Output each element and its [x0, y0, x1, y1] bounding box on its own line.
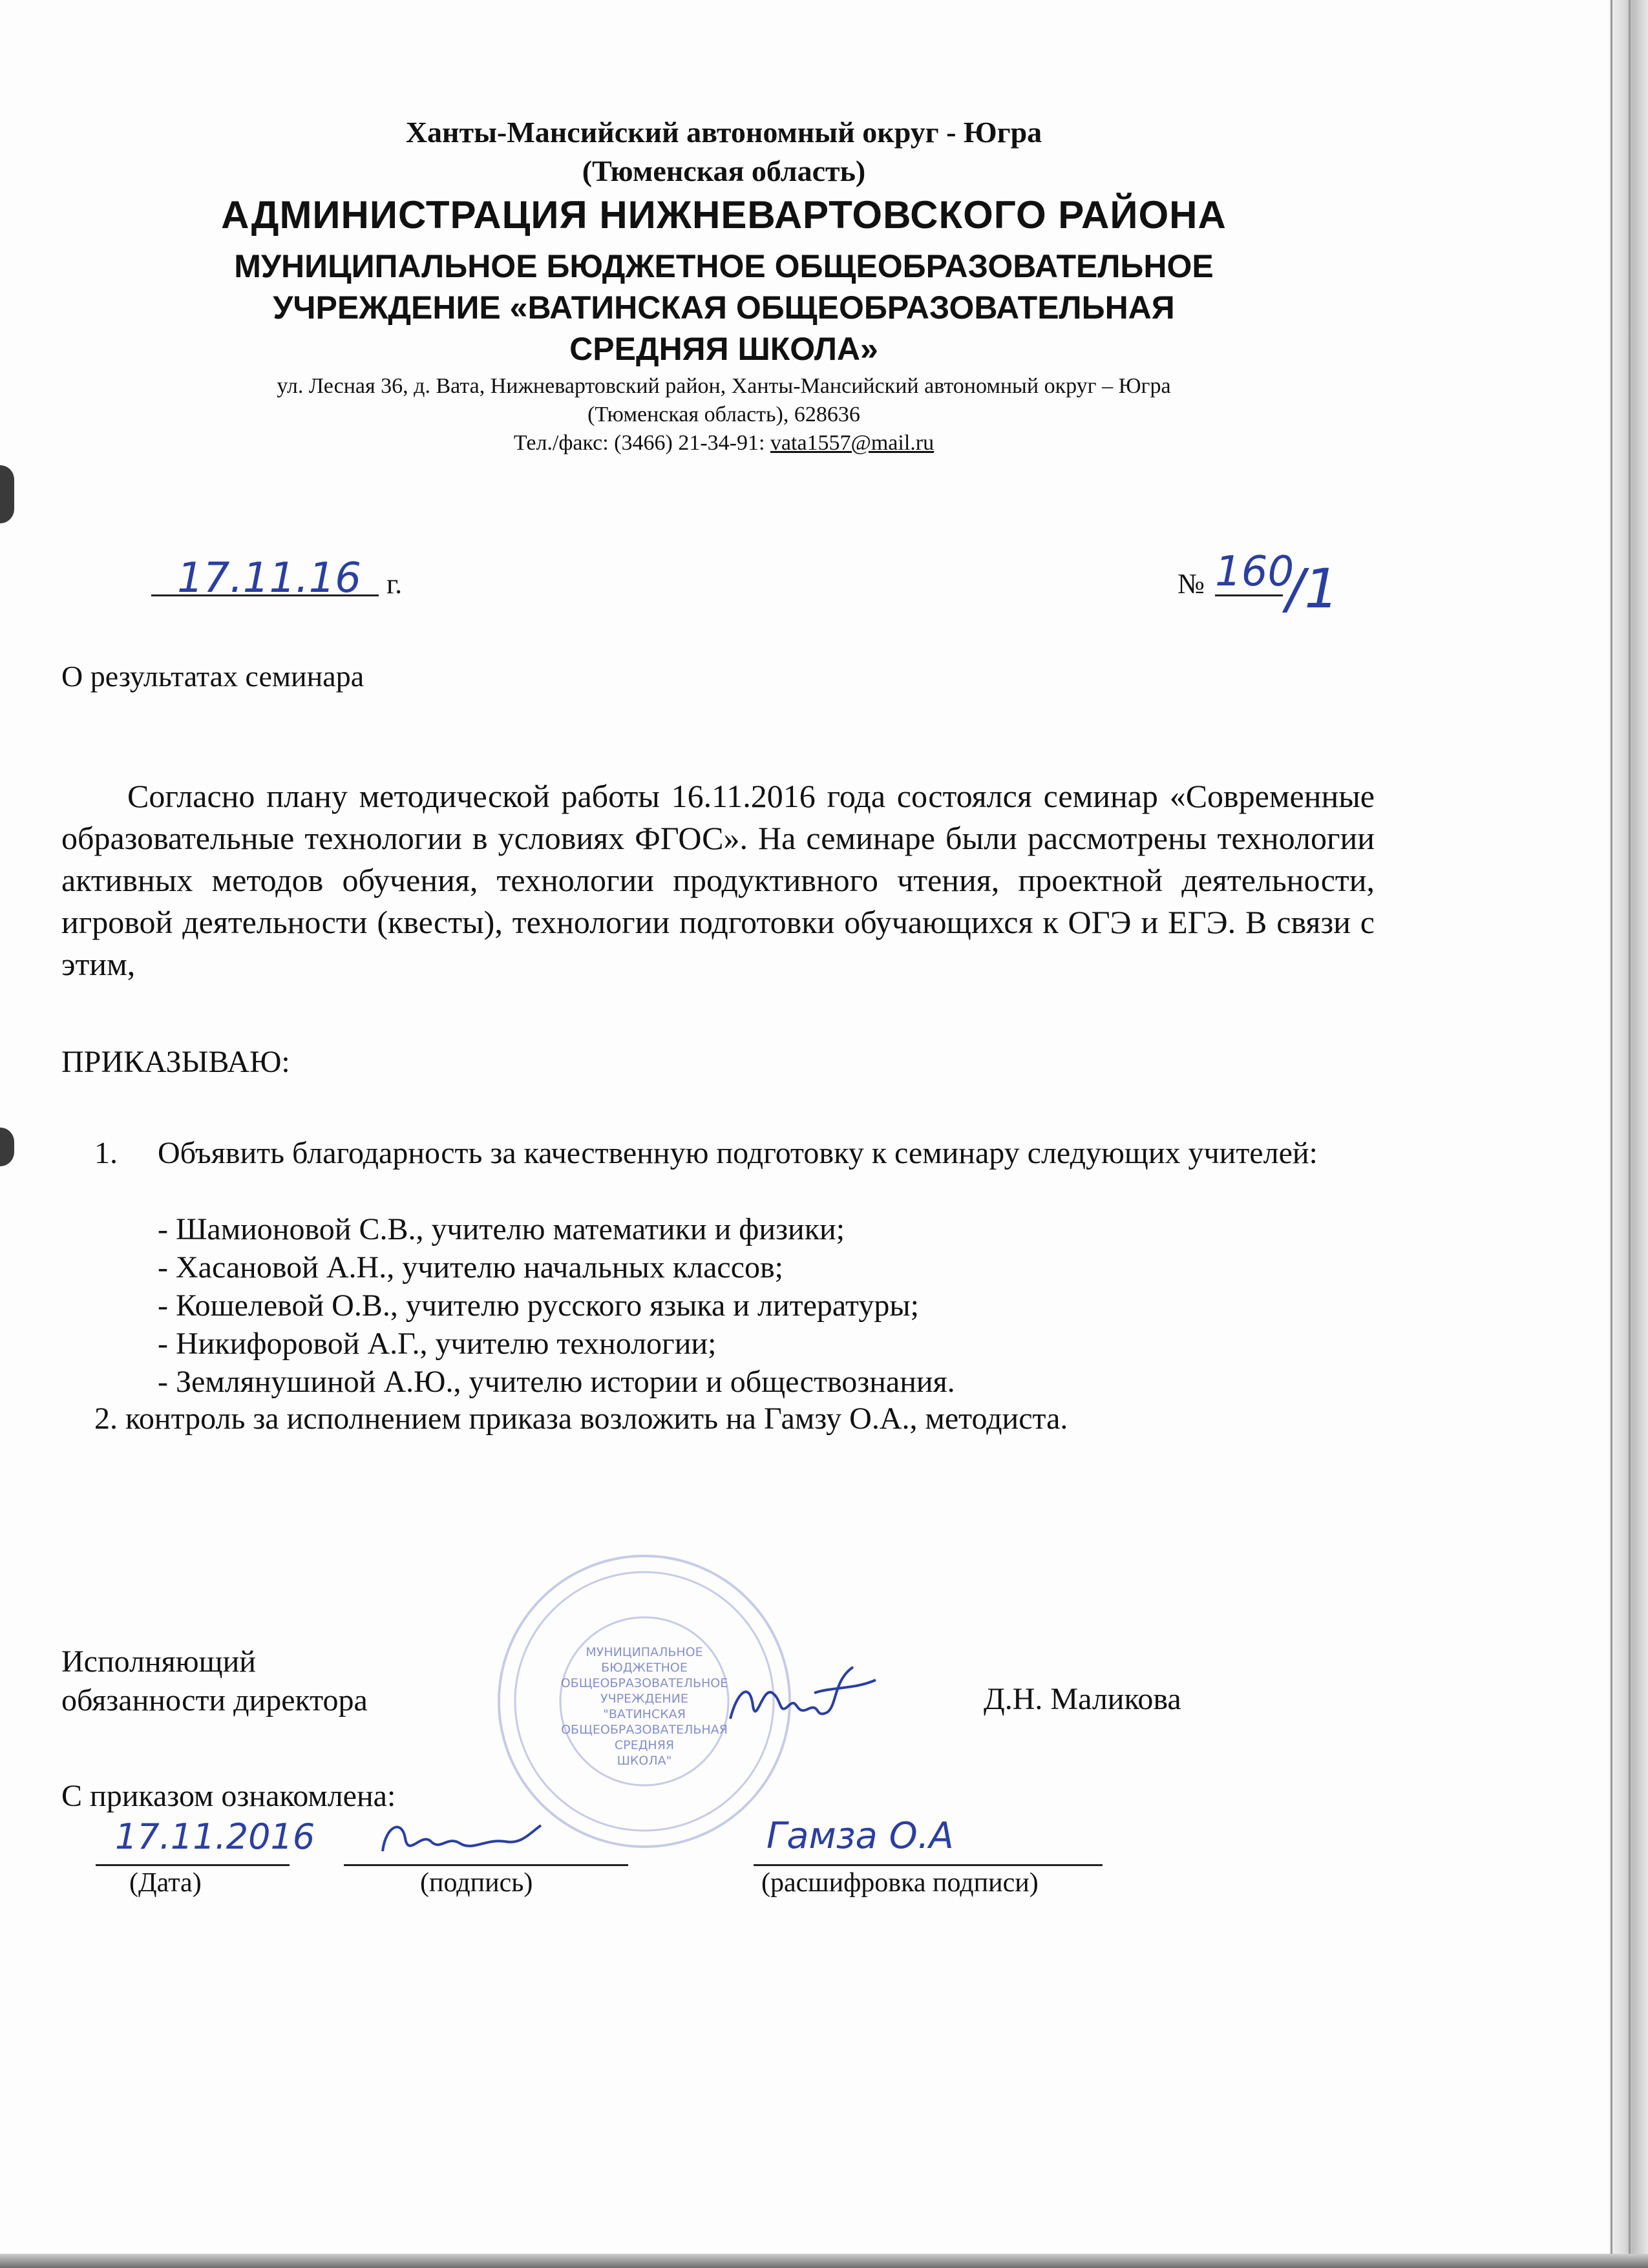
punch-hole — [0, 1128, 14, 1166]
stamp-text-line: ШКОЛА" — [617, 1754, 672, 1768]
phone-label: Тел./факс: (3466) 21-34-91: — [513, 431, 770, 455]
order-body-paragraph: Согласно плану методической работы 16.11.2016 года состоялся семинар «Современные образовательные технологии в условиях ФГОС». На семинаре были рассмотрены технологии активных методов обучения, технологии продуктивного чтения, проектной деятельности, игровой деятельности (квесты), технологии подготовки обучающихся к ОГЭ и ЕГЭ. В связи с этим, — [61, 778, 1375, 982]
teacher-list-item: - Землянушиной А.Ю., учителю истории и обществознания. — [158, 1365, 955, 1399]
number-prefix: № — [1178, 568, 1205, 600]
handwritten-date: 17.11.16 — [177, 554, 361, 602]
handwritten-number: 160 — [1215, 548, 1294, 596]
oblast-heading: (Тюменская область) — [582, 154, 866, 187]
institution-line: УЧРЕЖДЕНИЕ «ВАТИНСКАЯ ОБЩЕОБРАЗОВАТЕЛЬНАЯ — [273, 289, 1175, 326]
contact-line — [0, 429, 1448, 457]
handwritten-ack-date: 17.11.2016 — [115, 1816, 315, 1857]
ack-signature-field — [344, 1819, 628, 1866]
page-edge-line — [1611, 0, 1612, 2268]
acknowledgement-label: С приказом ознакомлена: — [61, 1779, 396, 1813]
stamp-text-line: ОБЩЕОБРАЗОВАТЕЛЬНАЯ — [561, 1723, 728, 1737]
caption-signature: (подпись) — [420, 1868, 533, 1898]
role-line: обязанности директора — [61, 1683, 368, 1717]
stamp-text-line: СРЕДНЯЯ — [614, 1738, 675, 1752]
address-block — [0, 372, 1448, 457]
ack-date-field — [96, 1816, 315, 1866]
institution-heading — [0, 246, 1448, 370]
administration-heading: АДМИНИСТРАЦИЯ НИЖНЕВАРТОВСКОГО РАЙОНА — [221, 193, 1227, 236]
institution-line: СРЕДНЯЯ ШКОЛА» — [569, 331, 878, 367]
punch-hole — [0, 465, 14, 523]
number-field — [1215, 548, 1294, 596]
page-edge-line — [1629, 0, 1631, 2268]
director-signature — [724, 1654, 879, 1732]
caption-decoding: (расшифровка подписи) — [761, 1868, 1039, 1898]
date-suffix: г. — [386, 568, 403, 600]
stamp-text-line: УЧРЕЖДЕНИЕ — [600, 1692, 688, 1706]
ack-decoding-field — [754, 1815, 1103, 1866]
order-subject: О результатах семинара — [61, 660, 364, 693]
address-line: (Тюменская область), 628636 — [587, 403, 860, 426]
handwritten-number-suffix: /1 — [1286, 557, 1339, 620]
order-item-2: 2. контроль за исполнением приказа возложить на Гамзу О.А., методиста. — [94, 1402, 1068, 1436]
role-line: Исполняющий — [61, 1644, 256, 1679]
ack-signature — [376, 1812, 544, 1864]
email-link[interactable]: vata1557@mail.ru — [770, 431, 935, 455]
bottom-edge-shadow — [0, 2254, 1648, 2268]
teacher-list-item: - Кошелевой О.В., учителю русского языка и литературы; — [158, 1288, 919, 1323]
stamp-text-line: БЮДЖЕТНОЕ — [601, 1661, 688, 1675]
handwritten-ack-name: Гамза О.А — [766, 1815, 954, 1857]
order-directive-word: ПРИКАЗЫВАЮ: — [61, 1045, 290, 1079]
teacher-list-item: - Шамионовой С.В., учителю математики и физики; — [158, 1212, 845, 1246]
caption-date: (Дата) — [129, 1868, 202, 1898]
teacher-list — [158, 1210, 955, 1401]
item-number: 1. — [94, 1136, 118, 1170]
address-line: ул. Лесная 36, д. Вата, Нижневартовский район, Ханты-Мансийский автономный округ – Югра — [277, 374, 1171, 398]
stamp-text-line: ОБЩЕОБРАЗОВАТЕЛЬНОЕ — [560, 1676, 728, 1690]
item-text: Объявить благодарность за качественную подготовку к семинару следующих учителей: — [158, 1136, 1318, 1170]
teacher-list-item: - Никифоровой А.Г., учителю технологии; — [158, 1327, 717, 1361]
signatory-role — [61, 1643, 368, 1720]
stamp-text-line: МУНИЦИПАЛЬНОЕ — [586, 1645, 703, 1659]
date-field — [151, 554, 379, 602]
institution-line: МУНИЦИПАЛЬНОЕ БЮДЖЕТНОЕ ОБЩЕОБРАЗОВАТЕЛЬНОЕ — [234, 248, 1214, 284]
stamp-text-line: "ВАТИНСКАЯ — [603, 1707, 686, 1721]
director-name: Д.Н. Маликова — [984, 1682, 1181, 1716]
region-heading: Ханты-Мансийский автономный округ - Югра — [405, 116, 1042, 149]
teacher-list-item: - Хасановой А.Н., учителю начальных классов; — [158, 1250, 784, 1285]
